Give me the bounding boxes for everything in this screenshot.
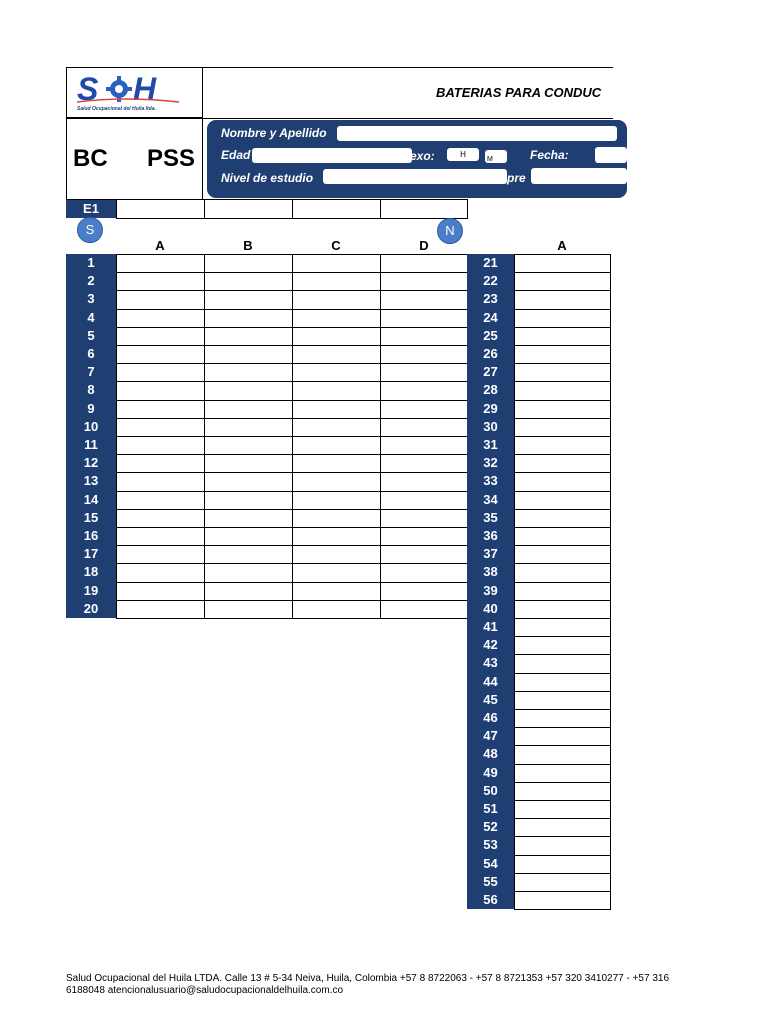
answer-cell[interactable] xyxy=(292,363,381,382)
answer-cell[interactable] xyxy=(514,309,611,328)
answer-cell[interactable] xyxy=(380,400,469,419)
answer-cell[interactable] xyxy=(514,673,611,692)
left-column-header: B xyxy=(243,238,253,253)
row-number: 4 xyxy=(66,309,116,327)
date-label: Fecha: xyxy=(530,148,569,162)
answer-cell[interactable] xyxy=(514,254,611,273)
example-row-label: E1 xyxy=(66,200,116,218)
answer-cell[interactable] xyxy=(204,509,293,528)
answer-cell[interactable] xyxy=(116,563,205,582)
row-number: 52 xyxy=(467,818,514,836)
sex-h-option[interactable]: H xyxy=(447,148,479,161)
answer-cell[interactable] xyxy=(204,400,293,419)
row-number: 45 xyxy=(467,691,514,709)
answer-cell[interactable] xyxy=(514,745,611,764)
answer-cell[interactable] xyxy=(204,436,293,455)
row-number: 26 xyxy=(467,345,514,363)
row-number: 17 xyxy=(66,545,116,563)
answer-cell[interactable] xyxy=(380,563,469,582)
right-column-header: A xyxy=(557,238,567,253)
row-number: 19 xyxy=(66,582,116,600)
answer-cell[interactable] xyxy=(514,782,611,801)
answer-cell[interactable] xyxy=(514,545,611,564)
row-number: 27 xyxy=(467,363,514,381)
answer-cell[interactable] xyxy=(514,600,611,619)
answer-cell[interactable] xyxy=(204,272,293,291)
title-box xyxy=(203,67,613,119)
age-label: Edad xyxy=(221,148,251,162)
answer-cell[interactable] xyxy=(292,345,381,364)
row-number: 9 xyxy=(66,400,116,418)
answer-cell[interactable] xyxy=(514,418,611,437)
code-pss: PSS xyxy=(147,145,196,172)
row-number: 55 xyxy=(467,873,514,891)
answer-cell[interactable] xyxy=(380,527,469,546)
answer-cell[interactable] xyxy=(514,563,611,582)
answer-cell[interactable] xyxy=(380,509,469,528)
answer-cell[interactable] xyxy=(292,527,381,546)
answer-cell[interactable] xyxy=(514,873,611,892)
answer-cell[interactable] xyxy=(204,491,293,510)
answer-cell[interactable] xyxy=(116,436,205,455)
answer-cell[interactable] xyxy=(204,527,293,546)
name-field[interactable] xyxy=(337,126,617,141)
answer-cell[interactable] xyxy=(116,290,205,309)
logo-tagline: Salud Ocupacional del Huila ltda. xyxy=(77,106,156,112)
example-cell-d[interactable] xyxy=(380,199,468,219)
answer-cell[interactable] xyxy=(514,855,611,874)
answer-cell[interactable] xyxy=(116,345,205,364)
row-number: 22 xyxy=(467,272,514,290)
row-number: 16 xyxy=(66,527,116,545)
test-code-box xyxy=(66,118,203,200)
example-cell-b[interactable] xyxy=(204,199,293,219)
left-column-header: D xyxy=(419,238,429,253)
answer-cell[interactable] xyxy=(204,472,293,491)
row-number: 18 xyxy=(66,563,116,581)
row-number: 21 xyxy=(467,254,514,272)
age-field[interactable] xyxy=(252,148,412,163)
row-number: 5 xyxy=(66,327,116,345)
circle-n-marker: N xyxy=(437,218,463,244)
answer-cell[interactable] xyxy=(514,727,611,746)
answer-cell[interactable] xyxy=(292,290,381,309)
answer-cell[interactable] xyxy=(292,381,381,400)
education-field[interactable] xyxy=(323,169,507,184)
answer-cell[interactable] xyxy=(292,400,381,419)
footer-line-1: Salud Ocupacional del Huila LTDA. Calle 13 # 5-34 Neiva, Huila, Colombia +57 8 8722063 - +57 8 8721353 +57 320 3410277 - +57 316 xyxy=(66,973,670,984)
row-number: 32 xyxy=(467,454,514,472)
answer-cell[interactable] xyxy=(292,491,381,510)
row-number: 40 xyxy=(467,600,514,618)
sex-m-option[interactable]: M xyxy=(485,150,507,163)
answer-cell[interactable] xyxy=(204,454,293,473)
row-number: 14 xyxy=(66,491,116,509)
answer-cell[interactable] xyxy=(514,381,611,400)
applicant-form-panel xyxy=(207,120,627,198)
footer-contact xyxy=(66,973,706,997)
row-number: 36 xyxy=(467,527,514,545)
answer-cell[interactable] xyxy=(292,454,381,473)
circle-s-marker: S xyxy=(77,217,103,243)
answer-cell[interactable] xyxy=(514,363,611,382)
company-field[interactable] xyxy=(531,168,627,184)
answer-cell[interactable] xyxy=(292,418,381,437)
answer-cell[interactable] xyxy=(204,418,293,437)
name-label: Nombre y Apellido xyxy=(221,126,327,140)
row-number: 34 xyxy=(467,491,514,509)
answer-cell[interactable] xyxy=(514,582,611,601)
answer-cell[interactable] xyxy=(380,327,469,346)
answer-cell[interactable] xyxy=(292,545,381,564)
answer-cell[interactable] xyxy=(514,345,611,364)
answer-cell[interactable] xyxy=(204,327,293,346)
answer-cell[interactable] xyxy=(292,509,381,528)
answer-cell[interactable] xyxy=(514,290,611,309)
row-number: 47 xyxy=(467,727,514,745)
answer-cell[interactable] xyxy=(292,309,381,328)
answer-cell[interactable] xyxy=(292,327,381,346)
answer-cell[interactable] xyxy=(514,691,611,710)
logo-box xyxy=(66,67,203,118)
row-number: 8 xyxy=(66,381,116,399)
answer-cell[interactable] xyxy=(514,618,611,637)
answer-cell[interactable] xyxy=(380,436,469,455)
row-number: 28 xyxy=(467,381,514,399)
row-number: 44 xyxy=(467,673,514,691)
answer-cell[interactable] xyxy=(116,327,205,346)
answer-cell[interactable] xyxy=(116,400,205,419)
row-number: 20 xyxy=(66,600,116,618)
answer-cell[interactable] xyxy=(514,272,611,291)
row-number: 46 xyxy=(467,709,514,727)
row-number: 33 xyxy=(467,472,514,490)
row-number: 56 xyxy=(467,891,514,909)
answer-cell[interactable] xyxy=(116,527,205,546)
answer-cell[interactable] xyxy=(116,582,205,601)
sex-label: exo: xyxy=(410,149,435,163)
row-number: 6 xyxy=(66,345,116,363)
answer-cell[interactable] xyxy=(292,436,381,455)
answer-cell[interactable] xyxy=(204,563,293,582)
answer-cell[interactable] xyxy=(204,545,293,564)
answer-cell[interactable] xyxy=(380,454,469,473)
row-number: 41 xyxy=(467,618,514,636)
answer-cell[interactable] xyxy=(380,381,469,400)
row-number: 29 xyxy=(467,400,514,418)
answer-cell[interactable] xyxy=(204,582,293,601)
row-number: 53 xyxy=(467,836,514,854)
row-number: 49 xyxy=(467,764,514,782)
answer-cell[interactable] xyxy=(292,563,381,582)
row-number: 42 xyxy=(467,636,514,654)
answer-cell[interactable] xyxy=(116,381,205,400)
row-number: 38 xyxy=(467,563,514,581)
answer-cell[interactable] xyxy=(514,491,611,510)
answer-cell[interactable] xyxy=(292,254,381,273)
row-number: 12 xyxy=(66,454,116,472)
answer-cell[interactable] xyxy=(514,764,611,783)
row-number: 25 xyxy=(467,327,514,345)
company-logo xyxy=(75,72,185,104)
row-number: 10 xyxy=(66,418,116,436)
answer-cell[interactable] xyxy=(292,600,381,619)
answer-cell[interactable] xyxy=(514,327,611,346)
row-number: 1 xyxy=(66,254,116,272)
row-number: 31 xyxy=(467,436,514,454)
answer-cell[interactable] xyxy=(204,600,293,619)
answer-cell[interactable] xyxy=(514,800,611,819)
answer-cell[interactable] xyxy=(116,309,205,328)
date-field[interactable] xyxy=(595,147,627,163)
answer-cell[interactable] xyxy=(116,600,205,619)
example-cell-c[interactable] xyxy=(292,199,381,219)
answer-cell[interactable] xyxy=(514,509,611,528)
answer-cell[interactable] xyxy=(514,709,611,728)
answer-cell[interactable] xyxy=(380,309,469,328)
row-number: 54 xyxy=(467,855,514,873)
answer-cell[interactable] xyxy=(292,272,381,291)
answer-cell[interactable] xyxy=(514,472,611,491)
answer-cell[interactable] xyxy=(380,545,469,564)
answer-cell[interactable] xyxy=(380,491,469,510)
answer-cell[interactable] xyxy=(514,400,611,419)
answer-cell[interactable] xyxy=(116,272,205,291)
row-number: 51 xyxy=(467,800,514,818)
answer-cell[interactable] xyxy=(204,381,293,400)
answer-cell[interactable] xyxy=(380,418,469,437)
answer-cell[interactable] xyxy=(116,545,205,564)
answer-cell[interactable] xyxy=(116,509,205,528)
answer-cell[interactable] xyxy=(514,527,611,546)
row-number: 37 xyxy=(467,545,514,563)
answer-cell[interactable] xyxy=(116,491,205,510)
answer-cell[interactable] xyxy=(380,272,469,291)
row-number: 24 xyxy=(467,309,514,327)
answer-cell[interactable] xyxy=(204,345,293,364)
answer-cell[interactable] xyxy=(514,654,611,673)
answer-cell[interactable] xyxy=(380,582,469,601)
answer-cell[interactable] xyxy=(380,345,469,364)
answer-cell[interactable] xyxy=(204,290,293,309)
row-number: 7 xyxy=(66,363,116,381)
answer-cell[interactable] xyxy=(380,290,469,309)
answer-cell[interactable] xyxy=(204,309,293,328)
row-number: 2 xyxy=(66,272,116,290)
left-column-header: A xyxy=(155,238,165,253)
row-number: 3 xyxy=(66,290,116,308)
row-number: 35 xyxy=(467,509,514,527)
answer-cell[interactable] xyxy=(514,636,611,655)
row-number: 43 xyxy=(467,654,514,672)
svg-text:H: H xyxy=(133,72,157,104)
answer-cell[interactable] xyxy=(514,836,611,855)
answer-cell[interactable] xyxy=(116,418,205,437)
answer-cell[interactable] xyxy=(380,363,469,382)
row-number: 50 xyxy=(467,782,514,800)
education-label: Nivel de estudio xyxy=(221,171,314,185)
left-column-header: C xyxy=(331,238,341,253)
row-number: 11 xyxy=(66,436,116,454)
answer-cell[interactable] xyxy=(292,582,381,601)
row-number: 13 xyxy=(66,472,116,490)
answer-cell[interactable] xyxy=(514,818,611,837)
answer-cell[interactable] xyxy=(380,600,469,619)
answer-cell[interactable] xyxy=(204,254,293,273)
answer-cell[interactable] xyxy=(116,254,205,273)
row-number: 15 xyxy=(66,509,116,527)
answer-cell[interactable] xyxy=(380,254,469,273)
answer-cell[interactable] xyxy=(380,472,469,491)
answer-cell[interactable] xyxy=(116,363,205,382)
row-number: 48 xyxy=(467,745,514,763)
footer-line-2: 6188048 atencionalusuario@saludocupacionaldelhuila.com.co xyxy=(66,985,344,996)
row-number: 30 xyxy=(467,418,514,436)
answer-cell[interactable] xyxy=(116,454,205,473)
answer-cell[interactable] xyxy=(292,472,381,491)
row-number: 23 xyxy=(467,290,514,308)
example-cell-a[interactable] xyxy=(116,199,205,219)
answer-cell[interactable] xyxy=(204,363,293,382)
answer-cell[interactable] xyxy=(116,472,205,491)
row-number: 39 xyxy=(467,582,514,600)
company-label: pre xyxy=(507,171,526,185)
answer-cell[interactable] xyxy=(514,891,611,910)
document-title: BATERIAS PARA CONDUC xyxy=(436,85,602,100)
answer-cell[interactable] xyxy=(514,436,611,455)
code-bc: BC xyxy=(73,145,108,172)
answer-cell[interactable] xyxy=(514,454,611,473)
svg-text:S: S xyxy=(77,72,99,104)
